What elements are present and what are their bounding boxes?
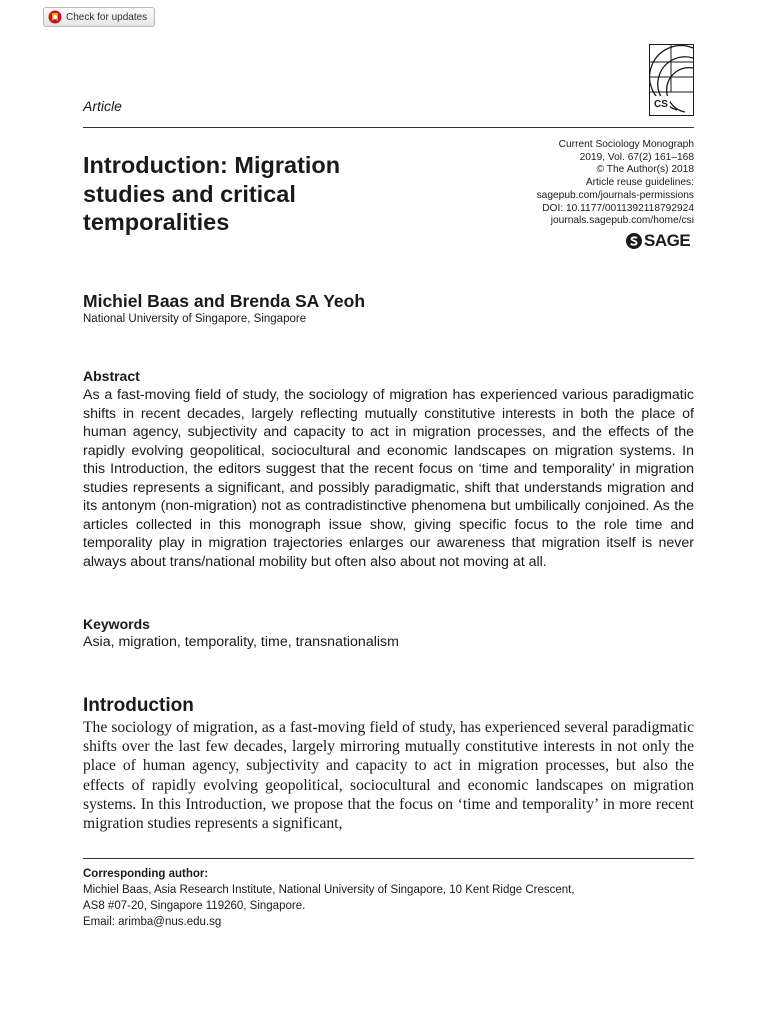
corresponding-author-address: Michiel Baas, Asia Research Institute, National University of Singapore, 10 Kent Ridge Crescent, [83,884,575,896]
publisher-name: SAGE [644,231,691,250]
journal-logo [649,44,694,116]
article-type-label: Article [83,98,122,114]
footnote-divider [83,858,694,859]
introduction-heading: Introduction [83,695,194,716]
crossmark-icon [48,10,62,24]
title-line: Introduction: Migration [83,152,341,178]
author-affiliation: National University of Singapore, Singapore [83,313,307,325]
abstract-body: As a fast-moving field of study, the sociology of migration has experienced various paradigmatic shifts in recent decades, largely reflecting mutually constitutive interests in both the place of human agency, subjectivity and capacity to act in migration processes, and the effects of the rapidly evolving geopolitical, sociocultural and economic landscapes on migration systems. In this Introduction, the editors suggest that the recent focus on ‘time and temporality’ in migration studies represents a significant, and possibly paradigmatic, shift that understands migration and its antonym (non-migration) not as contradistinctive phenomena but umbilically conjoined. As the articles collected in this monograph issue show, giving specific focus to the role time and temporality play in migration trajectories enlarges our awareness that migration itself is never always about trans/national mobility but often also about not moving at all. [83,387,694,570]
reuse-guidelines-label: Article reuse guidelines: [585,177,694,189]
author-list: Michiel Baas and Brenda SA Yeoh [83,291,366,311]
header-divider [83,127,694,128]
corresponding-author-address: AS8 #07-20, Singapore 119260, Singapore. [83,900,306,912]
title-line: studies and critical [83,180,296,207]
journal-name: Current Sociology Monograph [558,139,694,150]
reuse-guidelines-link[interactable]: sagepub.com/journals-permissions [536,189,694,201]
journal-home-link[interactable]: journals.sagepub.com/home/csi [550,215,694,227]
corresponding-author-email[interactable]: Email: arimba@nus.edu.sg [83,916,222,928]
sage-s-icon [626,233,642,249]
journal-logo-text: CS [654,99,668,110]
keywords-list: Asia, migration, temporality, time, transnationalism [83,634,399,650]
volume-info: 2019, Vol. 67(2) 161–168 [579,151,694,163]
abstract-heading: Abstract [83,368,140,384]
doi-link[interactable]: DOI: 10.1177/0011392118792924 [542,202,694,214]
introduction-body: The sociology of migration, as a fast-moving field of study, has experienced several paradigmatic shifts over the last few decades, largely mirroring mutually constitutive interests in not only the place of human agency, subjectivity and capacity to act in migration processes, but also the effects of rapidly evolving geopolitical, sociocultural and economic landscapes on migration systems. In this Introduction, we propose that the focus on ‘time and temporality’ in more recent migration studies represents a significant, [83,719,694,833]
check-for-updates-button[interactable] [43,7,155,27]
article-title [83,151,413,237]
copyright-notice: © The Author(s) 2018 [596,164,694,176]
keywords-heading: Keywords [83,616,150,632]
title-line: temporalities [83,209,230,235]
corresponding-author-note [83,866,694,930]
check-for-updates-label: Check for updates [66,11,148,23]
publisher-logo [626,232,690,250]
corresponding-author-heading: Corresponding author: [83,868,209,880]
publication-metadata [537,139,694,228]
